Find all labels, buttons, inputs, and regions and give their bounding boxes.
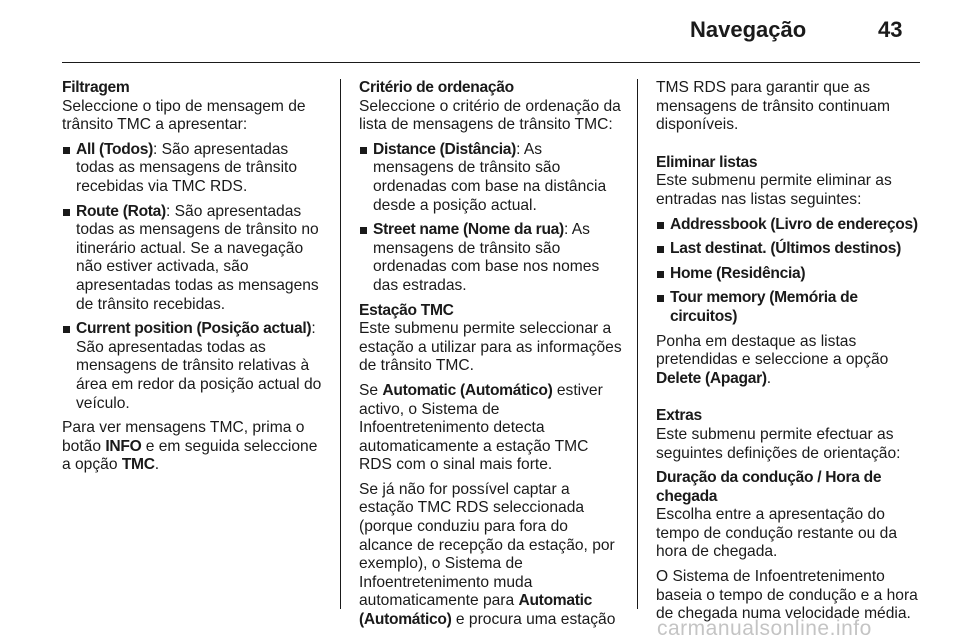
option-label: Current position (Posição actual) (76, 320, 312, 338)
delete-option-label: Delete (Apagar) (656, 369, 767, 387)
option-description: : As mensagens de trânsito são ordenadas com base nos nomes das estradas. (373, 221, 600, 294)
column-1 (62, 79, 326, 475)
list-item-street-name (359, 221, 623, 295)
automatic-label: Automatic (Automático) (382, 381, 553, 399)
list-item-tour-memory: Tour memory (Memória de circuitos) (656, 289, 920, 326)
paragraph-extras: Este submenu permite efectuar as seguintes definições de orientação: (656, 425, 901, 462)
page-number: 43 (878, 17, 903, 42)
paragraph-automatic: Se Automatic (Automático) estiver activo, o Sistema de Infoentretenimento detecta automaticamente a estação TMC RDS com o sinal mais forte. (359, 381, 603, 474)
watermark: carmanualsonline.info (657, 617, 872, 640)
paragraph-criterio: Seleccione o critério de ordenação da lista de mensagens de trânsito TMC: (359, 97, 621, 134)
tmc-option-label: TMC (121, 456, 155, 474)
option-label: Route (Rota) (76, 202, 166, 220)
paragraph-filtragem: Seleccione o tipo de mensagem de trânsito TMC a apresentar: (62, 97, 306, 134)
list-item-addressbook: Addressbook (Livro de endereços) (656, 216, 920, 235)
section-heading-extras: Extras (656, 407, 702, 425)
list-item-distance (359, 141, 623, 215)
automatic-label: Automatic (Automático) (359, 592, 593, 629)
page-title: Navegação (690, 17, 807, 42)
list-item-all (62, 141, 326, 197)
option-label: All (Todos) (76, 140, 153, 158)
option-label: Street name (Nome da rua) (373, 221, 564, 239)
paragraph-station-lost: Se já não for possível captar a estação TMC RDS seleccionada (porque conduziu para fora do alcance de recepção da estação, por exemplo), o Sistema de Infoentretenimento muda automaticamente para Automatic (Automático) e procura uma estação (359, 480, 616, 629)
section-heading-filtragem: Filtragem (62, 79, 130, 96)
option-description: : São apresentadas todas as mensagens de trânsito recebidas via TMC RDS. (76, 140, 298, 195)
option-description: : São apresentadas todas as mensagens de trânsito relativas à área em redor da posição actual do veículo. (76, 320, 322, 412)
section-heading-duracao: Duração da condução / Hora de chegada (656, 469, 882, 505)
header-divider (62, 62, 920, 63)
list-item-route (62, 203, 326, 315)
info-button-label: INFO (105, 437, 142, 455)
option-description: : As mensagens de trânsito são ordenadas com base na distância desde a posição actual. (373, 140, 607, 214)
section-heading-eliminar: Eliminar listas (656, 153, 758, 171)
column-divider-1 (340, 79, 341, 609)
column-divider-2 (637, 79, 638, 609)
option-description: : São apresentadas todas as mensagens de trânsito no itinerário actual. Se a navegação não estiver activada, são apresentadas todas as mensagens de trânsito recebidas. (76, 202, 319, 313)
paragraph-eliminar: Este submenu permite eliminar as entradas nas listas seguintes: (656, 172, 892, 208)
list-item-last-destinations: Last destinat. (Últimos destinos) (656, 240, 920, 259)
option-label: Distance (Distância) (373, 140, 517, 158)
paragraph-estacao: Este submenu permite seleccionar a estação a utilizar para as informações de trânsito TMC. (359, 320, 622, 375)
list-item-current-position (62, 320, 326, 413)
column-2 (359, 79, 623, 630)
section-heading-criterio: Critério de ordenação (359, 79, 514, 96)
column-3 (656, 79, 920, 624)
paragraph-continued: TMS RDS para garantir que as mensagens de trânsito continuam disponíveis. (656, 79, 891, 134)
paragraph-view-messages: Para ver mensagens TMC, prima o botão INFO e em seguida seleccione a opção TMC. (62, 419, 318, 474)
section-heading-estacao: Estação TMC (359, 301, 454, 319)
paragraph-sistema: O Sistema de Infoentretenimento baseia o tempo de condução e a hora de chegada numa velocidade média. (656, 568, 918, 623)
paragraph-delete: Ponha em destaque as listas pretendidas e seleccione a opção Delete (Apagar). (656, 332, 889, 387)
paragraph-duracao: Escolha entre a apresentação do tempo de condução restante ou da hora de chegada. (656, 506, 898, 561)
list-item-home: Home (Residência) (656, 265, 920, 284)
